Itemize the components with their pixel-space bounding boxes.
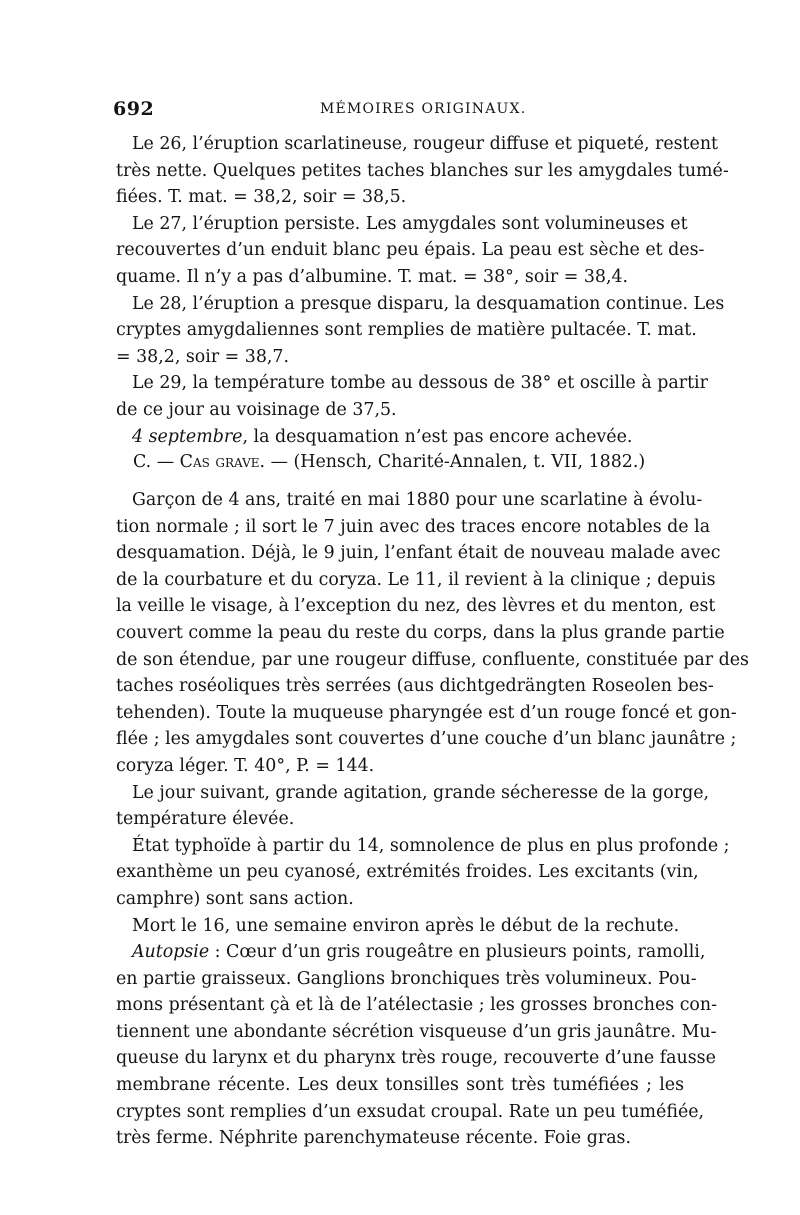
text-line: fiées. T. mat. = 38,2, soir = 38,5. (116, 187, 407, 208)
text-line: Le 29, la température tombe au dessous de 38° et oscille à partir (132, 373, 708, 394)
text-line: queuse du larynx et du pharynx très rouge, recouverte d’une fausse (116, 1048, 716, 1069)
text-line: quame. Il n’y a pas d’albumine. T. mat. = 38°, soir = 38,4. (116, 266, 629, 287)
text-span: , la desquamation n’est pas encore achevée. (242, 426, 633, 447)
text-line (116, 939, 706, 966)
text-line: Le 27, l’éruption persiste. Les amygdales sont volumineuses et (132, 213, 688, 234)
text-line: très nette. Quelques petites taches blanches sur les amygdales tumé- (116, 160, 729, 181)
autopsie-italic: Autopsie (132, 942, 210, 963)
text-line: en partie graisseux. Ganglions bronchiques très volumineux. Pou- (116, 968, 697, 989)
text-line: Mort le 16, une semaine environ après le début de la rechute. (132, 915, 680, 936)
running-head: MÉMOIRES ORIGINAUX. (320, 101, 527, 117)
text-line: desquamation. Déjà, le 9 juin, l’enfant était de nouveau malade avec (116, 543, 721, 564)
text-line: Le jour suivant, grande agitation, grande sécheresse de la gorge, (132, 782, 710, 803)
text-line: membrane récente. Les deux tonsilles sont très tuméfiées ; les (116, 1075, 684, 1096)
text-line (116, 424, 684, 451)
text-line: de la courbature et du coryza. Le 11, il revient à la clinique ; depuis (116, 569, 716, 590)
text-line: cryptes sont remplies d’un exsudat croupal. Rate un peu tuméfiée, (116, 1101, 705, 1122)
text-line: température élevée. (116, 809, 295, 830)
text-span: : Cœur d’un gris rougeâtre en plusieurs points, ramolli, (209, 942, 706, 963)
text-line: recouvertes d’un enduit blanc peu épais. La peau est sèche et des- (116, 240, 705, 261)
text-line: tehenden). Toute la muqueuse pharyngée est d’un rouge foncé et gon- (116, 702, 737, 723)
text-line: Le 26, l’éruption scarlatineuse, rougeur diffuse et piqueté, restent (132, 134, 719, 154)
text-line: cryptes amygdaliennes sont remplies de matière pultacée. T. mat. (116, 320, 697, 341)
text-line: taches roséoliques très serrées (aus dichtgedrängten Roseolen bes- (116, 676, 714, 697)
text-line: Garçon de 4 ans, traité en mai 1880 pour une scarlatine à évolu- (132, 490, 703, 510)
text-line: tion normale ; il sort le 7 juin avec des traces encore notables de la (116, 516, 711, 537)
text-block-before (116, 131, 729, 450)
case-citation: . — (Hensch, Charité-Annalen, t. VII, 1882.) (259, 452, 646, 472)
text-line: Le 28, l’éruption a presque disparu, la desquamation continue. Les (132, 293, 725, 314)
page-header (113, 96, 683, 122)
case-title-small-caps: Cas grave (179, 452, 260, 472)
text-line: couvert comme la peau du reste du corps, dans la plus grande partie (116, 622, 725, 643)
text-block-after (116, 487, 749, 1152)
case-heading (133, 452, 673, 472)
text-line: = 38,2, soir = 38,7. (116, 346, 290, 367)
text-line: tiennent une abondante sécrétion visqueuse d’un gris jaunâtre. Mu- (116, 1021, 717, 1042)
date-italic: 4 septembre (132, 426, 243, 447)
case-label: C. — (133, 452, 180, 472)
text-line: coryza léger. T. 40°, P. = 144. (116, 755, 375, 776)
text-line: mons présentant çà et là de l’atélectasie ; les grosses bronches con- (116, 995, 717, 1016)
text-line: très ferme. Néphrite parenchymateuse récente. Foie gras. (116, 1128, 632, 1149)
text-line: de ce jour au voisinage de 37,5. (116, 399, 397, 420)
page-number: 692 (113, 98, 155, 120)
text-line: camphre) sont sans action. (116, 888, 354, 909)
text-line: de son étendue, par une rougeur diffuse, confluente, constituée par des (116, 649, 749, 670)
text-line: la veille le visage, à l’exception du nez, des lèvres et du menton, est (116, 596, 716, 617)
text-line: État typhoïde à partir du 14, somnolence de plus en plus profonde ; (132, 835, 730, 856)
text-line: flée ; les amygdales sont couvertes d’une couche d’un blanc jaunâtre ; (116, 729, 737, 750)
text-line: exanthème un peu cyanosé, extrémités froides. Les excitants (vin, (116, 862, 699, 883)
